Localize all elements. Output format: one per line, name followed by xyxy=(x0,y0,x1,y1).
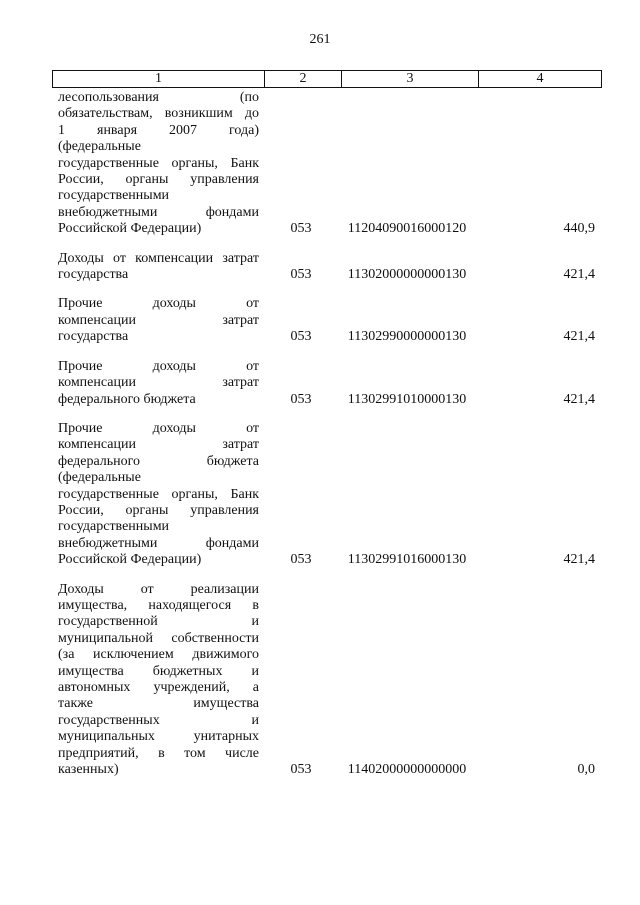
budget-classification-code: 11204090016000120 xyxy=(347,221,467,237)
revenue-name-line: имущества бюджетных и xyxy=(58,663,259,679)
amount: 0,0 xyxy=(577,762,595,778)
revenue-name xyxy=(52,251,263,284)
admin-code: 053 xyxy=(290,329,312,345)
header-col-3: 3 xyxy=(342,71,479,88)
amount: 421,4 xyxy=(563,267,595,283)
table-row xyxy=(52,251,597,284)
header-col-1: 1 xyxy=(53,71,265,88)
revenue-name-line: лесопользования (по xyxy=(58,90,259,105)
revenue-name-line: государственные органы, Банк xyxy=(58,155,259,171)
revenue-name-line: компенсации затрат xyxy=(58,375,259,391)
revenue-name-line: Прочие доходы от xyxy=(58,420,259,436)
revenue-name-line: государственными xyxy=(58,188,170,204)
revenue-name-line: автономных учреждений, а xyxy=(58,680,259,695)
revenue-name-line: (федеральные xyxy=(58,470,141,486)
revenue-name-line: казенных) xyxy=(58,762,119,778)
header-col-4: 4 xyxy=(479,71,602,88)
admin-code: 053 xyxy=(290,221,312,237)
admin-code: 053 xyxy=(290,391,312,407)
revenue-name-line: также имущества xyxy=(58,696,259,712)
table-body xyxy=(52,90,597,791)
revenue-name-line: внебюджетными фондами xyxy=(58,204,259,220)
revenue-name-line: Российской Федерации) xyxy=(58,221,202,237)
revenue-name-line: имущества, находящегося в xyxy=(58,597,259,613)
revenue-name xyxy=(52,90,263,238)
budget-classification-code: 11302991010000130 xyxy=(347,391,467,407)
budget-classification-code: 11402000000000000 xyxy=(347,762,467,778)
revenue-name xyxy=(52,582,263,779)
table-row xyxy=(52,90,597,238)
revenue-name-line: Прочие доходы от xyxy=(58,296,259,312)
revenue-name-line: (за исключением движимого xyxy=(58,647,259,663)
revenue-name-line: государства xyxy=(58,267,129,283)
table-row xyxy=(52,421,597,569)
revenue-name-line: компенсации затрат xyxy=(58,437,259,453)
revenue-name-line: России, органы управления xyxy=(58,172,259,188)
revenue-name-line: федерального бюджета xyxy=(58,391,196,407)
budget-classification-code: 11302000000000130 xyxy=(347,267,467,283)
revenue-name-line: России, органы управления xyxy=(58,502,259,518)
revenue-name-line: государственные органы, Банк xyxy=(58,486,259,502)
revenue-name-line: муниципальных унитарных xyxy=(58,729,259,745)
revenue-name-line: муниципальной собственности xyxy=(58,630,259,646)
revenue-name-line: Прочие доходы от xyxy=(58,358,259,374)
amount: 421,4 xyxy=(563,552,595,568)
revenue-name xyxy=(52,421,263,569)
table-header xyxy=(52,70,602,88)
table-row xyxy=(52,296,597,345)
admin-code: 053 xyxy=(290,552,312,568)
revenue-name-line: государственных и xyxy=(58,712,259,728)
revenue-name-line: государственной и xyxy=(58,614,259,630)
revenue-name-line: компенсации затрат xyxy=(58,312,259,328)
budget-classification-code: 11302990000000130 xyxy=(347,329,467,345)
amount: 421,4 xyxy=(563,329,595,345)
revenue-name-line: государственными xyxy=(58,519,170,535)
table-row xyxy=(52,582,597,779)
table-row xyxy=(52,359,597,408)
header-row xyxy=(53,71,602,88)
revenue-name-line: 1 января 2007 года) xyxy=(58,122,259,138)
amount: 421,4 xyxy=(563,391,595,407)
revenue-name xyxy=(52,359,263,408)
amount: 440,9 xyxy=(563,221,595,237)
budget-classification-code: 11302991016000130 xyxy=(347,552,467,568)
header-col-2: 2 xyxy=(265,71,342,88)
revenue-name-line: Российской Федерации) xyxy=(58,552,202,568)
revenue-name-line: Доходы от компенсации затрат xyxy=(58,250,259,266)
revenue-name-line: внебюджетными фондами xyxy=(58,535,259,551)
admin-code: 053 xyxy=(290,267,312,283)
page-number: 261 xyxy=(309,32,331,47)
revenue-name-line: обязательствам, возникшим до xyxy=(58,106,259,122)
admin-code: 053 xyxy=(290,762,312,778)
revenue-name-line: (федеральные xyxy=(58,139,141,155)
revenue-name-line: государства xyxy=(58,329,129,345)
revenue-name-line: федерального бюджета xyxy=(58,453,259,469)
revenue-name xyxy=(52,296,263,345)
revenue-name-line: предприятий, в том числе xyxy=(58,745,259,761)
revenue-name-line: Доходы от реализации xyxy=(58,581,259,597)
